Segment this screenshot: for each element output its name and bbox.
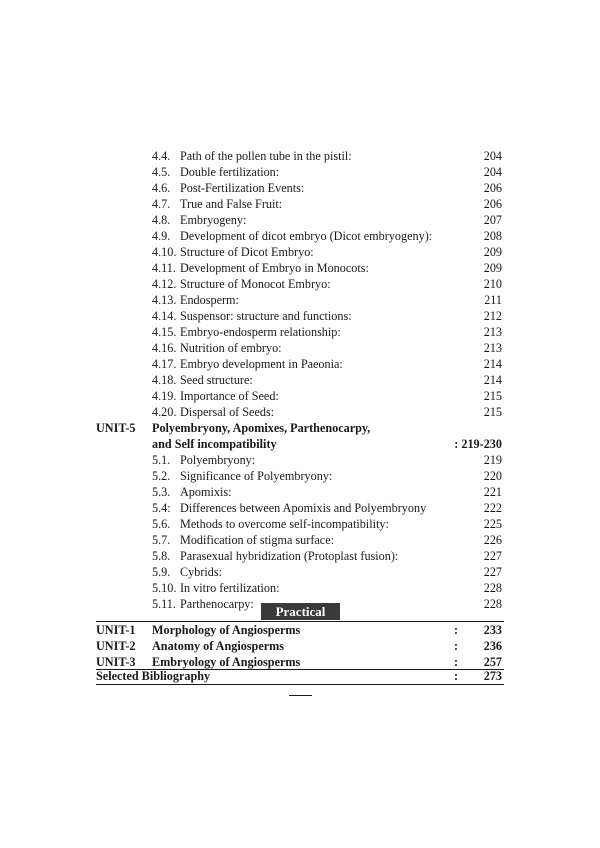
bibliography-row (0, 668, 600, 684)
entry-page: 206 (483, 181, 502, 195)
entry-number: 4.9. (152, 229, 171, 243)
separator-colon: : (454, 623, 459, 637)
entry-number: 4.11. (152, 261, 176, 275)
entry-number: 5.4: (152, 501, 171, 515)
entry-title: Structure of Dicot Embryo: (180, 245, 314, 259)
separator-colon: : (454, 669, 459, 683)
entry-title: Seed structure: (180, 373, 253, 387)
unit-title: Anatomy of Angiosperms (152, 639, 285, 653)
practical-unit-row (0, 638, 600, 654)
entry-title: Structure of Monocot Embryo: (180, 277, 331, 291)
toc-entry (0, 164, 600, 180)
toc-entry (0, 244, 600, 260)
separator-colon: : (454, 639, 459, 653)
unit-page: 236 (483, 639, 502, 653)
unit-label: UNIT-5 (96, 421, 136, 435)
entry-number: 5.6. (152, 517, 171, 531)
entry-number: 5.7. (152, 533, 171, 547)
entry-page: 228 (483, 581, 502, 595)
unit-title: Embryology of Angiosperms (152, 655, 301, 669)
entry-page: 208 (483, 229, 502, 243)
entry-number: 4.20. (152, 405, 177, 419)
entry-page: 212 (483, 309, 502, 323)
toc-entry (0, 228, 600, 244)
entry-number: 4.14. (152, 309, 177, 323)
toc-entry (0, 468, 600, 484)
toc-entry (0, 356, 600, 372)
entry-title: Significance of Polyembryony: (180, 469, 333, 483)
entry-title: Post-Fertilization Events: (180, 181, 305, 195)
entry-title: Polyembryony: (180, 453, 256, 467)
entry-number: 4.6. (152, 181, 171, 195)
entry-page: 209 (483, 261, 502, 275)
entry-page: 206 (483, 197, 502, 211)
entry-page: 213 (483, 325, 502, 339)
unit-title: and Self incompatibility (152, 437, 277, 451)
divider-rule (96, 684, 504, 685)
entry-title: Dispersal of Seeds: (180, 405, 275, 419)
entry-number: 5.2. (152, 469, 171, 483)
unit-heading-continued (0, 436, 600, 452)
end-mark (289, 695, 312, 696)
unit-title: Morphology of Angiosperms (152, 623, 301, 637)
entry-title: Embryo development in Paeonia: (180, 357, 343, 371)
entry-number: 4.18. (152, 373, 177, 387)
toc-entry (0, 308, 600, 324)
toc-entry (0, 532, 600, 548)
bibliography-page: 273 (483, 669, 502, 683)
entry-page: 221 (483, 485, 502, 499)
entry-page: 226 (483, 533, 502, 547)
entry-page: 227 (483, 549, 502, 563)
entry-page: 214 (483, 357, 502, 371)
entry-title: Development of dicot embryo (Dicot embryogeny): (180, 229, 433, 243)
unit-page: 233 (483, 623, 502, 637)
toc-entry (0, 404, 600, 420)
entry-number: 4.17. (152, 357, 177, 371)
entry-page: 215 (483, 405, 502, 419)
entry-title: Differences between Apomixis and Polyembryony (180, 501, 427, 515)
entry-page: 204 (483, 165, 502, 179)
practical-unit-row (0, 622, 600, 638)
unit-heading (0, 420, 600, 436)
entry-title: Cybrids: (180, 565, 222, 579)
entry-title: Endosperm: (180, 293, 239, 307)
entry-title: In vitro fertilization: (180, 581, 280, 595)
toc-entry (0, 260, 600, 276)
toc-entry (0, 516, 600, 532)
entry-title: Path of the pollen tube in the pistil: (180, 149, 352, 163)
entry-page: 220 (483, 469, 502, 483)
entry-page: 215 (483, 389, 502, 403)
entry-title: Development of Embryo in Monocots: (180, 261, 369, 275)
entry-title: Suspensor: structure and functions: (180, 309, 352, 323)
toc-entry (0, 372, 600, 388)
entry-number: 4.7. (152, 197, 171, 211)
toc-entry (0, 452, 600, 468)
toc-entry (0, 564, 600, 580)
toc-entry (0, 548, 600, 564)
toc-entry (0, 292, 600, 308)
entry-number: 5.9. (152, 565, 171, 579)
entry-number: 4.13. (152, 293, 177, 307)
unit-page-range: : 219-230 (454, 437, 502, 451)
entry-title: Importance of Seed: (180, 389, 279, 403)
entry-title: Methods to overcome self-incompatibility: (180, 517, 389, 531)
entry-number: 5.3. (152, 485, 171, 499)
toc-entry (0, 484, 600, 500)
toc-entry (0, 276, 600, 292)
toc-entry (0, 580, 600, 596)
entry-page: 222 (483, 501, 502, 515)
toc-entry (0, 388, 600, 404)
entry-number: 5.11. (152, 597, 176, 611)
entry-title: Parthenocarpy: (180, 597, 254, 611)
entry-title: Embryogeny: (180, 213, 247, 227)
entry-title: Modification of stigma surface: (180, 533, 334, 547)
entry-page: 214 (483, 373, 502, 387)
entry-number: 4.8. (152, 213, 171, 227)
toc-entry (0, 180, 600, 196)
entry-number: 5.10. (152, 581, 177, 595)
entry-title: Embryo-endosperm relationship: (180, 325, 341, 339)
entry-page: 225 (483, 517, 502, 531)
entry-title: Nutrition of embryo: (180, 341, 282, 355)
toc-entry (0, 196, 600, 212)
entry-page: 213 (483, 341, 502, 355)
practical-banner: Practical (261, 603, 340, 620)
unit-label: UNIT-2 (96, 639, 136, 653)
separator-colon: : (454, 655, 459, 669)
entry-title: Parasexual hybridization (Protoplast fusion): (180, 549, 399, 563)
toc-entry (0, 340, 600, 356)
entry-title: True and False Fruit: (180, 197, 283, 211)
entry-number: 4.16. (152, 341, 177, 355)
entry-page: 204 (483, 149, 502, 163)
entry-number: 4.5. (152, 165, 171, 179)
bibliography-title: Selected Bibliography (96, 669, 211, 683)
unit-label: UNIT-1 (96, 623, 136, 637)
entry-page: 219 (483, 453, 502, 467)
entry-title: Double fertilization: (180, 165, 280, 179)
entry-page: 210 (483, 277, 502, 291)
unit-label: UNIT-3 (96, 655, 136, 669)
toc-entry (0, 500, 600, 516)
toc-entry (0, 212, 600, 228)
entry-page: 227 (483, 565, 502, 579)
entry-page: 209 (483, 245, 502, 259)
entry-page: 211 (484, 293, 502, 307)
entry-number: 5.1. (152, 453, 171, 467)
entry-number: 4.10. (152, 245, 177, 259)
entry-page: 228 (483, 597, 502, 611)
entry-number: 4.4. (152, 149, 171, 163)
unit-page: 257 (483, 655, 502, 669)
entry-number: 4.15. (152, 325, 177, 339)
unit-title: Polyembryony, Apomixes, Parthenocarpy, (152, 421, 371, 435)
entry-number: 5.8. (152, 549, 171, 563)
entry-number: 4.19. (152, 389, 177, 403)
entry-title: Apomixis: (180, 485, 232, 499)
toc-entry (0, 148, 600, 164)
entry-number: 4.12. (152, 277, 177, 291)
entry-page: 207 (483, 213, 502, 227)
toc-entry (0, 324, 600, 340)
